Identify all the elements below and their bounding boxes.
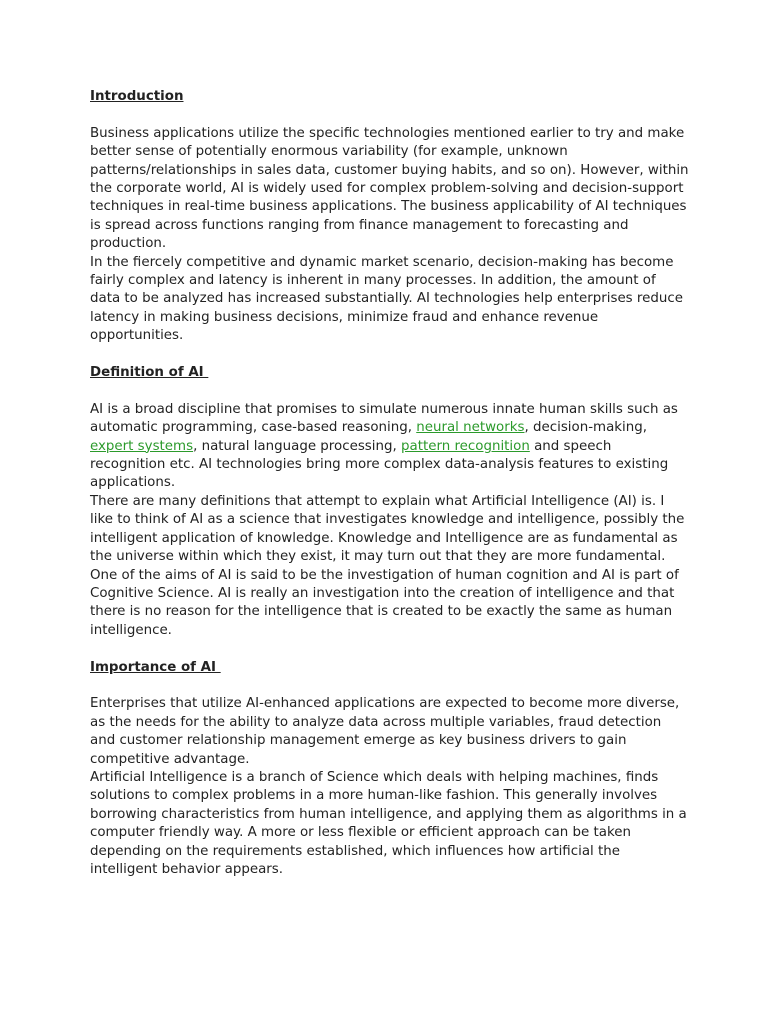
heading-definition-of-ai: Definition of AI xyxy=(90,365,209,381)
neural-networks-link[interactable]: neural networks xyxy=(416,420,525,436)
spacer xyxy=(90,106,690,124)
pattern-recognition-link[interactable]: pattern recognition xyxy=(401,438,530,454)
heading-importance-of-ai: Importance of AI xyxy=(90,659,221,675)
document-page xyxy=(90,88,690,879)
spacer xyxy=(90,640,690,658)
intro-paragraph-2: In the fiercely competitive and dynamic market scenario, decision-making has become fairly complex and latency is inherent in many processes. In addition, the amount of data to be analyzed has increased substantially. AI technologies help enterprises reduce latency in making business decisions, minimize fraud and enhance revenue opportunities. xyxy=(90,254,683,344)
definition-paragraph-3: One of the aims of AI is said to be the investigation of human cognition and AI is part of Cognitive Science. AI is really an investigation into the creation of intelligence and that there is no reason for the intelligence that is created to be exactly the same as human intelligence. xyxy=(90,567,679,638)
definition-text-3: , natural language processing, xyxy=(193,438,401,454)
spacer xyxy=(90,346,690,364)
definition-text-2: , decision-making, xyxy=(524,420,648,436)
definition-text-1: AI is a broad discipline that promises to simulate numerous innate human skills such as automatic programming, case-based reasoning, xyxy=(90,401,678,436)
intro-paragraph-1: Business applications utilize the specific technologies mentioned earlier to try and make better sense of potentially enormous variability (for example, unknown patterns/relationships in sales data, customer buying habits, and so on). However, within the corporate world, AI is widely used for complex problem-solving and decision-support techniques in real-time business applications. The business applicability of AI techniques is spread across functions ranging from finance management to forecasting and production. xyxy=(90,125,689,252)
definition-paragraph-2: There are many definitions that attempt to explain what Artificial Intelligence (AI) is. I like to think of AI as a science that investigates knowledge and intelligence, possibly the intelligent application of knowledge. Knowledge and Intelligence are as fundamental as the universe within which they exist, it may turn out that they are more fundamental. xyxy=(90,493,685,565)
expert-systems-link[interactable]: expert systems xyxy=(90,438,194,454)
definition-text-4: and speech recognition etc. AI technologies bring more complex data-analysis features to existing applications. xyxy=(90,438,669,491)
importance-paragraph-1: Enterprises that utilize AI-enhanced applications are expected to become more diverse, as the needs for the ability to analyze data across multiple variables, fraud detection and customer relationship management emerge as key business drivers to gain competitive advantage. xyxy=(90,696,680,767)
spacer xyxy=(90,382,690,400)
importance-paragraph-2: Artificial Intelligence is a branch of Science which deals with helping machines, finds solutions to complex problems in a more human-like fashion. This generally involves borrowing characteristics from human intelligence, and applying them as algorithms in a computer friendly way. A more or less flexible or efficient approach can be taken depending on the requirements established, which influences how artificial the intelligent behavior appears. xyxy=(90,769,687,877)
definition-paragraph-1 xyxy=(90,401,690,493)
spacer xyxy=(90,677,690,695)
heading-introduction: Introduction xyxy=(90,89,184,104)
